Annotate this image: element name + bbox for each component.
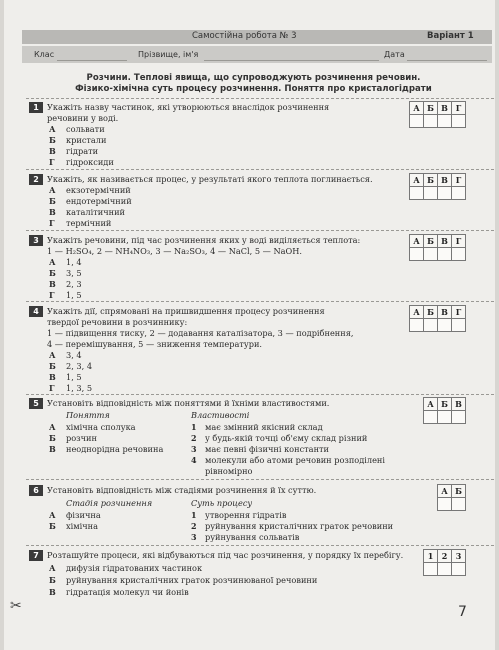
option-text: розчин (66, 433, 97, 443)
answer-cell[interactable] (409, 247, 424, 261)
option-letter: В (49, 444, 56, 454)
option-letter: В (49, 587, 56, 597)
option-letter: Г (49, 383, 55, 393)
grid-header: А (409, 234, 424, 248)
property-number: 2 (191, 433, 197, 443)
question-text: Установіть відповідність між стадіями розчинення й їх суттю. (47, 485, 317, 495)
answer-grid (424, 549, 466, 576)
answer-cell[interactable] (423, 114, 438, 128)
option-letter: Б (49, 196, 56, 206)
answer-cell[interactable] (451, 318, 466, 332)
grid-header: А (423, 397, 438, 411)
answer-cell[interactable] (451, 114, 466, 128)
property-text: утворення гідратів (205, 510, 287, 520)
grid-header: Г (451, 305, 466, 319)
question-text: 4 — перемішування, 5 — зниження температури. (47, 339, 263, 349)
property-text: рівномірно (205, 466, 253, 476)
option-letter: А (49, 510, 56, 520)
answer-cell[interactable] (451, 497, 466, 511)
option-letter: Г (49, 290, 55, 300)
property-text: молекули або атоми речовин розподілені (205, 455, 386, 465)
option-letter: Г (49, 157, 55, 167)
class-field[interactable] (57, 60, 127, 61)
option-text: 1, 4 (66, 257, 82, 267)
answer-cell[interactable] (423, 318, 438, 332)
option-letter: Б (49, 521, 56, 531)
question-text: 1 — H₂SO₄, 2 — NH₄NO₃, 3 — Na₂SO₃, 4 — NaCl, 5 — NaOH. (47, 246, 302, 256)
divider (26, 230, 494, 231)
answer-cell[interactable] (437, 410, 452, 424)
option-letter: А (49, 257, 56, 267)
option-text: екзотермічний (66, 185, 131, 195)
answer-grid (424, 397, 466, 424)
option-letter: Б (49, 135, 56, 145)
answer-cell[interactable] (451, 410, 466, 424)
question-number: 4 (29, 306, 43, 317)
column-header-stages: Стадія розчинення (66, 498, 153, 508)
option-letter: Б (49, 361, 56, 371)
grid-header: Г (451, 101, 466, 115)
grid-header: Б (423, 234, 438, 248)
property-text: має певні фізичні константи (205, 444, 330, 454)
question-text: Установіть відповідність між поняттями й їхніми властивостями. (47, 398, 330, 408)
answer-cell[interactable] (451, 562, 466, 576)
date-field[interactable] (407, 60, 487, 61)
option-text: 1, 3, 5 (66, 383, 93, 393)
grid-header: Б (423, 305, 438, 319)
option-text: неоднорідна речовина (66, 444, 164, 454)
option-letter: В (49, 207, 56, 217)
option-letter: В (49, 279, 56, 289)
option-text: хімічна (66, 521, 98, 531)
question-text: речовини у воді. (47, 113, 119, 123)
answer-grid (410, 101, 466, 128)
grid-header: 1 (423, 549, 438, 563)
answer-cell[interactable] (423, 247, 438, 261)
question-number: 5 (29, 398, 43, 409)
answer-grid (410, 305, 466, 332)
option-text: дифузія гідратованих частинок (66, 563, 203, 573)
answer-grid (438, 484, 466, 511)
worksheet-title: Самостійна робота № 3 (192, 31, 297, 41)
grid-header: В (451, 397, 466, 411)
grid-header: А (409, 101, 424, 115)
option-text: 2, 3, 4 (66, 361, 93, 371)
property-text: руйнування кристалічних граток речовини (205, 521, 394, 531)
option-text: 3, 5 (66, 268, 82, 278)
divider (26, 169, 494, 170)
name-field[interactable] (204, 60, 379, 61)
option-text: каталітичний (66, 207, 125, 217)
property-number: 3 (191, 444, 197, 454)
worksheet-page (4, 0, 495, 650)
grid-header: А (437, 484, 452, 498)
answer-cell[interactable] (451, 186, 466, 200)
option-text: 1, 5 (66, 290, 82, 300)
page-number: 7 (458, 604, 467, 620)
property-text: у будь-якій точці об'єму склад різний (205, 433, 368, 443)
property-text: руйнування сольватів (205, 532, 300, 542)
answer-grid (410, 173, 466, 200)
grid-header: Г (451, 234, 466, 248)
option-text: руйнування кристалічних граток розчинюваної речовини (66, 575, 318, 585)
divider (26, 394, 494, 395)
divider (26, 545, 494, 546)
question-number: 3 (29, 235, 43, 246)
name-label: Прізвище, ім'я (138, 50, 199, 59)
answer-cell[interactable] (437, 318, 452, 332)
question-text: Укажіть, як називається процес, у результаті якого теплота поглинається. (47, 174, 373, 184)
option-letter: В (49, 372, 56, 382)
question-number: 7 (29, 550, 43, 561)
answer-cell[interactable] (437, 562, 452, 576)
answer-cell[interactable] (437, 114, 452, 128)
column-header-properties: Властивості (191, 410, 250, 420)
class-label: Клас (34, 50, 55, 59)
option-text: ендотермічний (66, 196, 132, 206)
property-number: 1 (191, 422, 197, 432)
option-letter: А (49, 422, 56, 432)
question-text: Укажіть речовини, під час розчинення яких у воді виділяється теплота: (47, 235, 361, 245)
divider (26, 479, 494, 480)
grid-header: Б (451, 484, 466, 498)
grid-header: В (437, 173, 452, 187)
topic-line-1: Розчини. Теплові явища, що супроводжують розчинення речовин. (86, 73, 421, 83)
option-letter: Б (49, 268, 56, 278)
question-text: 1 — підвищення тиску, 2 — додавання каталізатора, 3 — подрібнення, (47, 328, 354, 338)
option-letter: А (49, 350, 56, 360)
option-text: гідратація молекул чи йонів (66, 587, 189, 597)
answer-cell[interactable] (437, 247, 452, 261)
option-letter: А (49, 124, 56, 134)
grid-header: А (409, 173, 424, 187)
header-block (22, 30, 492, 66)
question-text: Розташуйте процеси, які відбуваються під час розчинення, у порядку їх перебігу. (47, 550, 404, 560)
question-number: 2 (29, 174, 43, 185)
topic-line-2: Фізико-хімічна суть процесу розчинення. Поняття про кристалогідрати (75, 84, 432, 94)
answer-grid (410, 234, 466, 261)
option-letter: А (49, 185, 56, 195)
scissors-icon: ✂ (10, 598, 22, 614)
answer-cell[interactable] (423, 410, 438, 424)
property-number: 3 (191, 532, 197, 542)
property-text: має змінний якісний склад (205, 422, 323, 432)
question-text: Укажіть назву частинок, які утворюються внаслідок розчинення (47, 102, 330, 112)
question-text: твердої речовини в розчиннику: (47, 317, 188, 327)
answer-cell[interactable] (437, 186, 452, 200)
answer-cell[interactable] (437, 497, 452, 511)
grid-header: Б (437, 397, 452, 411)
variant-label: Варіант 1 (427, 31, 474, 41)
option-text: гідрати (66, 146, 99, 156)
property-number: 2 (191, 521, 197, 531)
answer-cell[interactable] (423, 562, 438, 576)
answer-cell[interactable] (451, 247, 466, 261)
option-text: 1, 5 (66, 372, 82, 382)
option-letter: В (49, 146, 56, 156)
option-text: 3, 4 (66, 350, 82, 360)
question-number: 1 (29, 102, 43, 113)
answer-cell[interactable] (409, 114, 424, 128)
option-text: фізична (66, 510, 101, 520)
column-header-essence: Суть процесу (191, 498, 253, 508)
answer-cell[interactable] (409, 318, 424, 332)
option-text: термічний (66, 218, 112, 228)
option-text: кристали (66, 135, 107, 145)
grid-header: В (437, 101, 452, 115)
option-letter: Б (49, 575, 56, 585)
property-number: 4 (191, 455, 197, 465)
grid-header: В (437, 305, 452, 319)
option-text: хімічна сполука (66, 422, 136, 432)
divider (26, 98, 494, 99)
option-text: сольвати (66, 124, 105, 134)
property-number: 1 (191, 510, 197, 520)
question-number: 6 (29, 485, 43, 496)
answer-cell[interactable] (409, 186, 424, 200)
option-text: 2, 3 (66, 279, 82, 289)
answer-cell[interactable] (423, 186, 438, 200)
option-letter: Г (49, 218, 55, 228)
grid-header: 3 (451, 549, 466, 563)
grid-header: Б (423, 101, 438, 115)
option-text: гідроксиди (66, 157, 114, 167)
date-label: Дата (384, 50, 405, 59)
grid-header: Б (423, 173, 438, 187)
grid-header: В (437, 234, 452, 248)
grid-header: Г (451, 173, 466, 187)
grid-header: 2 (437, 549, 452, 563)
option-letter: Б (49, 433, 56, 443)
divider (26, 301, 494, 302)
column-header-concepts: Поняття (66, 410, 110, 420)
grid-header: А (409, 305, 424, 319)
question-text: Укажіть дії, спрямовані на пришвидшення процесу розчинення (47, 306, 325, 316)
option-letter: А (49, 563, 56, 573)
